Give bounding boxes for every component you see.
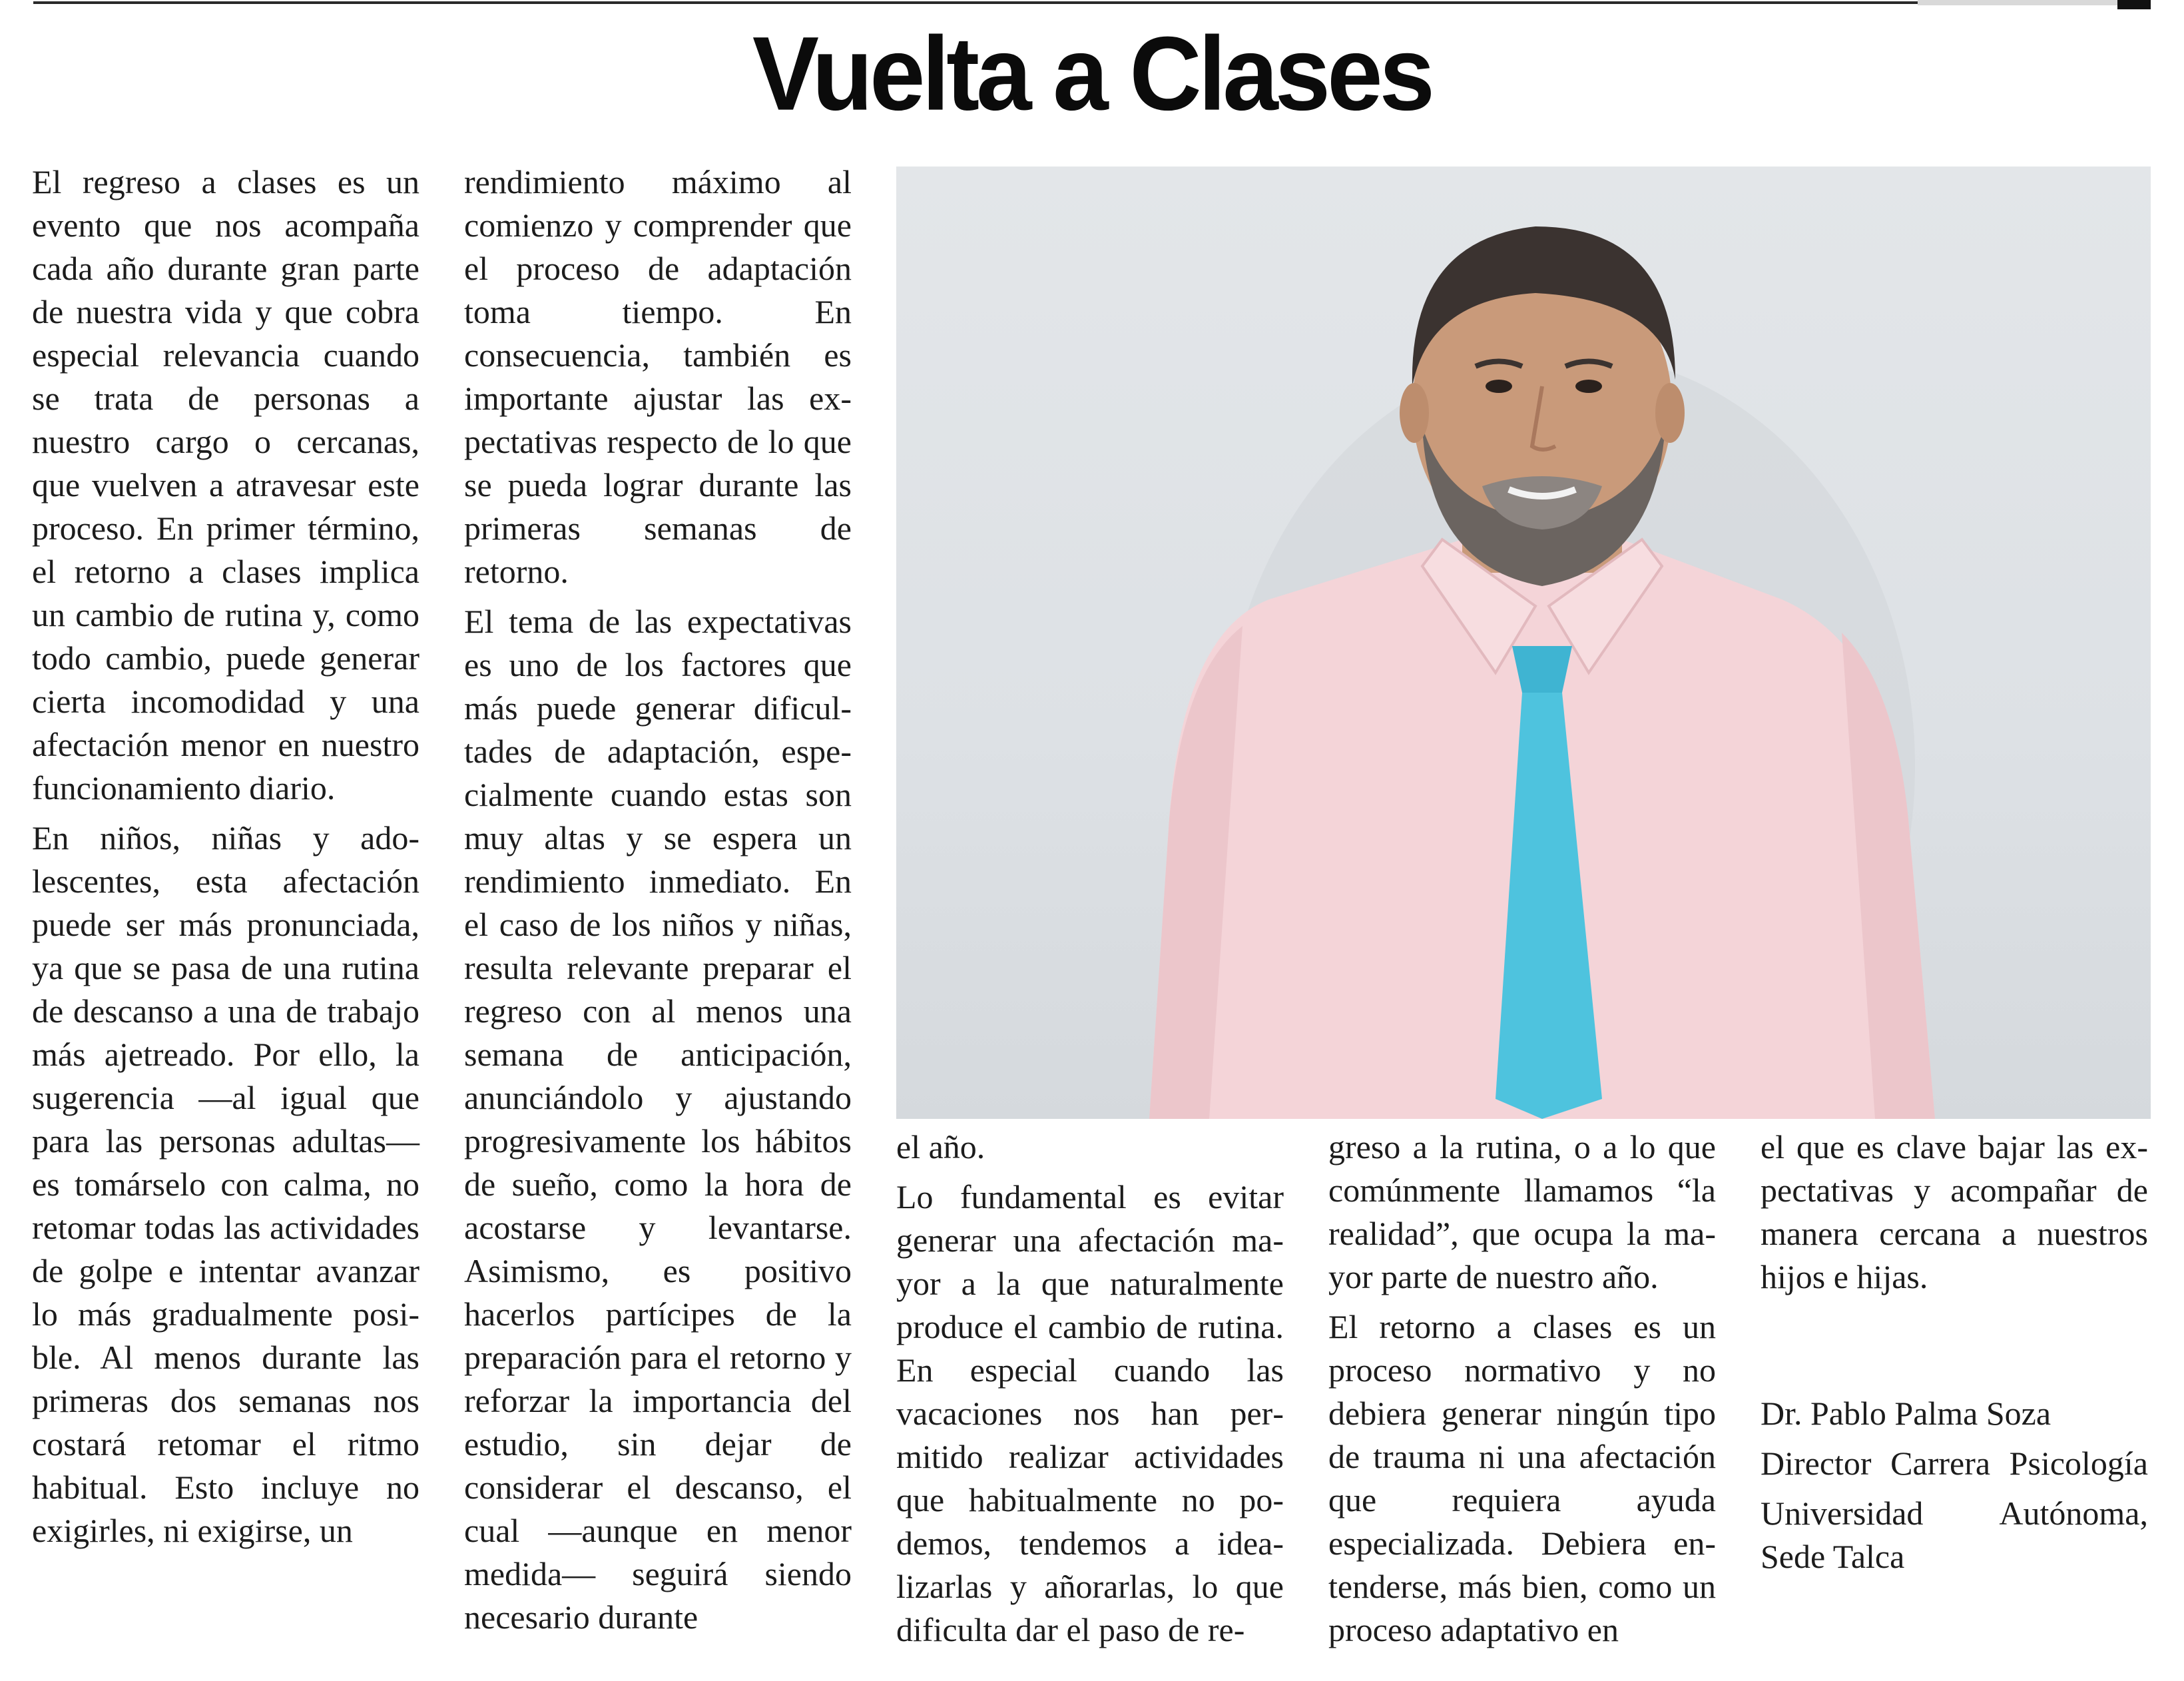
paragraph: el que es clave bajar las expectativas y acompañar de manera cercana a nuestros hijos e hijas. [1761,1128,2148,1295]
author-role: Director Carrera Psicología [1761,1445,2148,1482]
paragraph: greso a la rutina, o a lo que comúnmente llamamos “la realidad”, que ocupa la mayor parte de nuestro año. [1328,1128,1716,1295]
author-portrait-photo [896,167,2151,1119]
paragraph: Lo fundamental es evitar generar una afectación mayor a la que naturalmente produce el cambio de rutina. En especial cuando las vacaciones nos han permitido realizar actividades que habitualmente no podemos, tendemos a idealizarlas y añorarlas, lo que dificulta dar el paso de re- [896,1178,1284,1648]
article-column-1 [32,161,419,1559]
article-column-4 [1328,1126,1716,1658]
article-column-3 [896,1126,1284,1658]
article-column-5 [1761,1126,2148,1585]
paragraph: El retorno a clases es un proceso normativo y no debiera generar ningún tipo de trauma ni una afectación que requiera ayuda especializada. Debiera entenderse, más bien, como un proceso adaptativo en [1328,1308,1716,1648]
top-rule [33,1,2151,4]
top-rule-end-block [2117,0,2151,9]
author-campus: Sede Talca [1761,1538,1905,1575]
top-rule-tab [1918,0,2117,5]
article-headline: Vuelta a Clases [752,14,1432,133]
paragraph: rendimiento máximo al comienzo y comprender que el proceso de adaptación toma tiempo. En consecuencia, también es importante ajustar las expectativas respecto de lo que se pueda lograr durante las primeras semanas de retorno. [464,163,852,590]
author-name: Dr. Pablo Palma Soza [1761,1395,2051,1432]
portrait-illustration [896,167,2151,1119]
author-institution: Universidad Autónoma, [1761,1495,2148,1532]
author-signature [1761,1392,2148,1578]
paragraph: el año. [896,1128,985,1166]
article-column-2 [464,161,852,1646]
paragraph: El tema de las expectativas es uno de los factores que más puede generar dificultades de adaptación, especialmente cuando estas son muy altas y se espera un rendimiento inmediato. En el caso de los niños y niñas, resulta relevante preparar el regreso con al menos una semana de anticipación, anunciándolo y ajustando progresivamente los hábitos de sueño, como la hora de acostarse y levantarse. Asimismo, es positivo hacerlos partícipes de la preparación para el retorno y reforzar la importancia del estudio, sin dejar de considerar el descanso, el cual —aunque en menor medida— seguirá siendo necesario durante [464,603,852,1636]
paragraph: El regreso a clases es un evento que nos acompaña cada año durante gran parte de nuestra vida y que cobra especial relevancia cuando se trata de personas a nuestro cargo o cercanas, que vuelven a atravesar este proceso. En primer término, el retorno a clases implica un cambio de rutina y, como todo cambio, puede generar cierta incomodidad y una afectación menor en nuestro funcionamiento diario. [32,163,419,807]
paragraph: En niños, niñas y adolescentes, esta afectación puede ser más pronunciada, ya que se pasa de una rutina de descanso a una de trabajo más ajetreado. Por ello, la sugerencia —al igual que para las personas adultas— es tomárselo con calma, no retomar todas las actividades de golpe e intentar avanzar lo más gradualmente posible. Al menos durante las primeras dos semanas nos costará retomar el ritmo habitual. Esto incluye no exigirles, ni exigirse, un [32,819,419,1549]
